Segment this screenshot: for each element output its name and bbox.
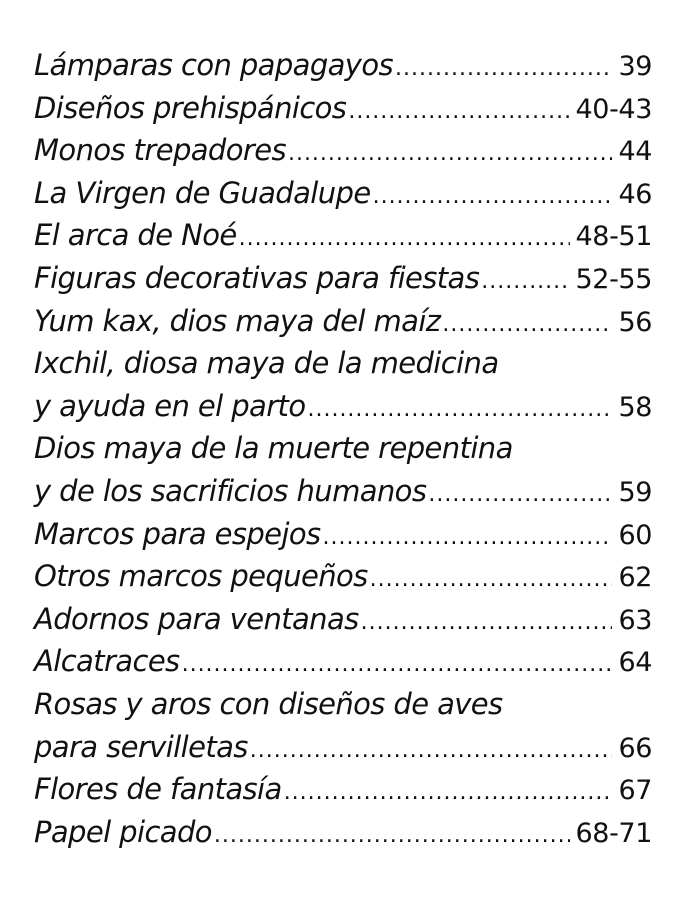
dot-leader — [373, 176, 613, 219]
dot-leader — [428, 474, 612, 517]
toc-line — [34, 726, 652, 769]
toc-line — [34, 513, 652, 556]
toc-entry-page: 59 — [618, 476, 652, 508]
toc-entry-title: Adornos para ventanas — [34, 601, 359, 636]
dot-leader — [442, 304, 612, 347]
toc-entry-title: Monos trepadores — [34, 133, 286, 168]
toc-entry-page: 66 — [618, 732, 652, 764]
toc-line — [34, 44, 652, 87]
dot-leader — [182, 644, 613, 687]
toc-line — [34, 683, 652, 726]
toc-entry-page: 64 — [618, 647, 652, 679]
toc-entry-page: 63 — [618, 604, 652, 636]
toc-entry-title: Figuras decorativas para fiestas — [34, 260, 480, 295]
dot-leader — [239, 218, 570, 261]
toc-line — [34, 811, 652, 854]
toc-entry-page: 40-43 — [575, 93, 652, 125]
toc-entry-page: 44 — [618, 136, 652, 168]
toc-line — [34, 214, 652, 257]
toc-entry-page: 48-51 — [575, 221, 652, 253]
toc-line — [34, 640, 652, 683]
toc-entry-page: 52-55 — [575, 263, 652, 295]
toc-line — [34, 172, 652, 215]
toc-entry-title: Alcatraces — [34, 644, 180, 679]
dot-leader — [250, 730, 613, 773]
toc-entry-title: Rosas y aros con diseños de aves — [34, 686, 503, 721]
toc-line — [34, 129, 652, 172]
dot-leader — [284, 772, 613, 815]
toc-entry-page: 56 — [618, 306, 652, 338]
toc-entry-page: 68-71 — [575, 817, 652, 849]
dot-leader — [395, 48, 612, 91]
toc-entry-title: Dios maya de la muerte repentina — [34, 431, 513, 466]
toc-entry-page: 62 — [618, 562, 652, 594]
toc-line — [34, 470, 652, 513]
dot-leader — [348, 91, 569, 134]
toc-entry-title: Diseños prehispánicos — [34, 90, 347, 125]
dot-leader — [288, 133, 612, 176]
toc-line — [34, 87, 652, 130]
toc-entry-page: 58 — [618, 391, 652, 423]
toc-line — [34, 768, 652, 811]
table-of-contents — [34, 44, 652, 853]
toc-entry-title: Yum kax, dios maya del maíz — [34, 303, 441, 338]
toc-line — [34, 555, 652, 598]
dot-leader — [323, 517, 613, 560]
toc-entry-title: para servilletas — [34, 729, 248, 764]
toc-entry-title: Ixchil, diosa maya de la medicina — [34, 346, 499, 381]
toc-entry-page: 46 — [618, 178, 652, 210]
toc-line — [34, 598, 652, 641]
toc-entry-title: Marcos para espejos — [34, 516, 321, 551]
toc-line — [34, 342, 652, 385]
toc-entry-title: Flores de fantasía — [34, 772, 282, 807]
dot-leader — [361, 602, 613, 645]
toc-entry-title: y de los sacrificios humanos — [34, 473, 427, 508]
toc-entry-title: La Virgen de Guadalupe — [34, 175, 371, 210]
toc-line — [34, 427, 652, 470]
toc-entry-page: 60 — [618, 519, 652, 551]
toc-entry-title: Otros marcos pequeños — [34, 559, 368, 594]
toc-entry-title: Papel picado — [34, 814, 212, 849]
dot-leader — [214, 815, 570, 858]
dot-leader — [481, 261, 569, 304]
toc-line — [34, 385, 652, 428]
toc-entry-title: Lámparas con papagayos — [34, 48, 394, 82]
toc-entry-page: 39 — [618, 51, 652, 82]
dot-leader — [370, 559, 613, 602]
toc-line — [34, 257, 652, 300]
dot-leader — [307, 389, 612, 432]
toc-entry-page: 67 — [618, 775, 652, 807]
toc-line — [34, 300, 652, 343]
toc-entry-title: El arca de Noé — [34, 218, 237, 253]
toc-entry-title: y ayuda en el parto — [34, 388, 306, 423]
